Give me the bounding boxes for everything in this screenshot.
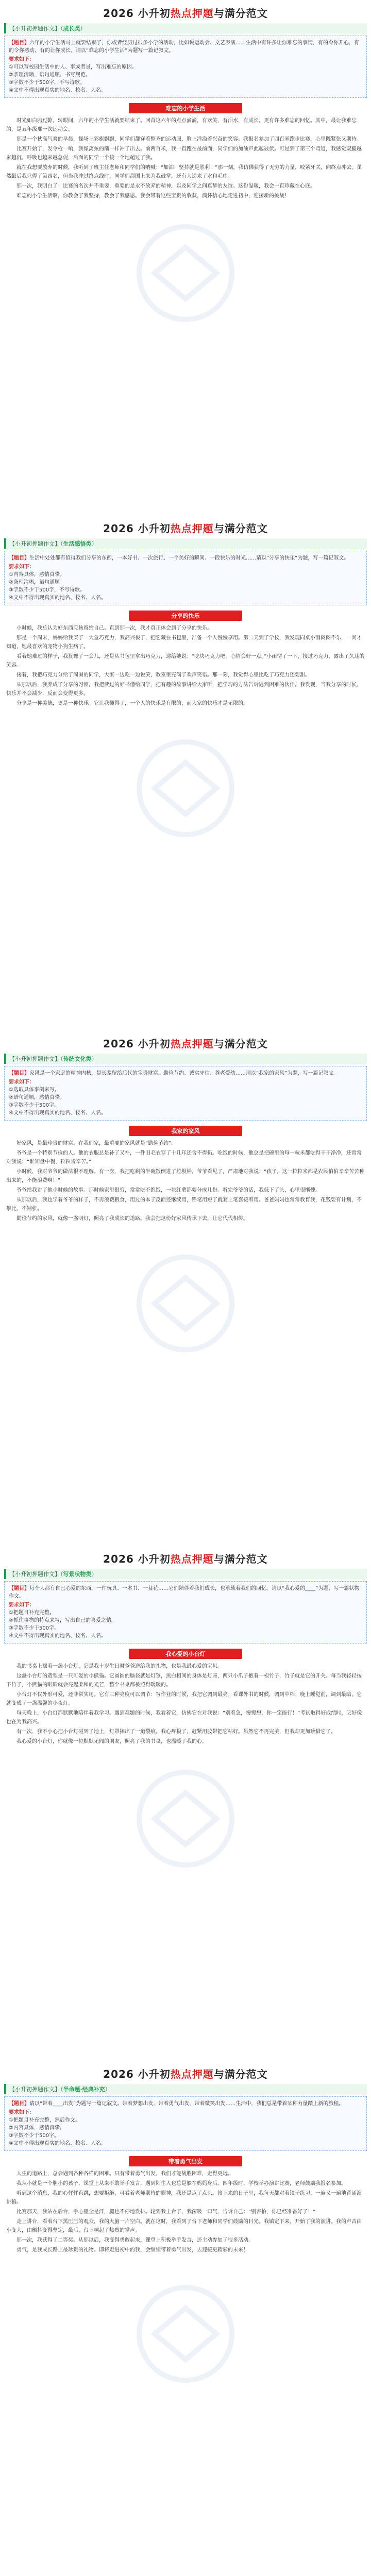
strip-label: 小升初押题作文: [15, 540, 55, 547]
strip-category: 传统文化类: [63, 1056, 92, 1062]
title-hot: 热点押题: [170, 2068, 214, 2080]
watermark-logo: [113, 216, 258, 330]
title-hot: 热点押题: [170, 1038, 214, 1050]
req-line: ①内容具体，感情真挚。: [9, 572, 65, 578]
essay-section: [0, 2061, 371, 2256]
prompt-tag: 【题目】: [9, 1586, 29, 1591]
essay-paragraph: 这盏小台灯的造型是一只可爱的小熊猫。它圆圆的脑袋就是灯罩，黑白相间的身体是灯座，两只小爪子抱着一根竹子，竹子就是它的开关。每当我轻轻按下竹子，小熊猫的眼睛就会亮起柔和的光芒，整个书桌都被照得暖暖的。: [6, 1673, 362, 1688]
title-suffix: 与满分范文: [213, 7, 268, 20]
watermark-logo: [113, 732, 258, 845]
essay-section: [0, 1546, 371, 1747]
prompt-tag: 【题目】: [9, 1071, 29, 1076]
category-strip: 【小升初押题作文】（半命题·经典补充）: [4, 2084, 367, 2094]
essay-paragraph: 我从小就是一个胆小的孩子，课堂上从来不敢举手发言，遇到陌生人也总是躲在妈妈身后。四年级时，学校举办演讲比赛，老师鼓励我报名参加。: [16, 2181, 346, 2187]
prompt-tag: 【题目】: [9, 555, 29, 561]
essay-paragraph: 爷爷给我讲了他小时候的故事。那时候家里很穷，常常吃不饱饭，一块红薯都要分成几份。听完爷爷的话，我低下了头，心里很惭愧。: [16, 1188, 321, 1193]
essay-body: [6, 1139, 365, 1223]
essay-paragraph: 人生的道路上，总会遇到各种各样的困难。只有带着勇气出发，我们才能战胜困难，走得更远。: [16, 2171, 233, 2177]
prompt-tag: 【题目】: [9, 40, 29, 46]
essay-section: [0, 1030, 371, 1224]
prompt-text: 六年的小学生活马上就要结束了，你或者经历过很多小学的活动，比如说运动会、文艺表演……生活中有许多让你难忘的事情，有的令你开心，有的令你感动，有的让你成长。请以“难忘的小学生活”为题写一篇记叙文。: [9, 40, 359, 54]
req-line: ③字数不少于500字。: [9, 1625, 60, 1631]
req-line: ②抓住事物的特点来写，写出自己的喜爱之情。: [9, 1618, 116, 1623]
essay-paragraph: 看着她难过的样子，我犹豫了一会儿，还是从书包里拿出巧克力，递给她说：“吃块巧克力吧，心情会好一点。”小雨愣了一下，接过巧克力，露出了久违的笑容。: [6, 654, 365, 668]
watermark-logo: [113, 1247, 258, 1360]
essay-paragraph: 我心爱的小台灯，你就像一位默默无闻的朋友，照亮了我的书桌，也温暖了我的心。: [16, 1739, 207, 1744]
essay-title: 我家的家风: [129, 1126, 242, 1136]
essay-body: [6, 1662, 365, 1746]
watermark-logo: [113, 1762, 258, 1875]
title-suffix: 与满分范文: [213, 1553, 268, 1565]
title-hot: 热点押题: [170, 7, 214, 20]
title-prefix: 2026 小升初: [103, 1553, 171, 1565]
section-title: [0, 1036, 371, 1050]
req-label: 要求如下：: [9, 2110, 35, 2115]
strip-label: 小升初押题作文: [15, 1056, 55, 1062]
strip-category: 写景状物类: [63, 1571, 92, 1578]
title-prefix: 2026 小升初: [103, 522, 171, 535]
strip-category: 半命题·经典补充: [63, 2086, 105, 2093]
strip-label: 小升初押题作文: [15, 25, 55, 32]
title-prefix: 2026 小升初: [103, 2068, 171, 2080]
essay-paragraph: 时光如白驹过隙，转眼间，六年的小学生活就要结束了。回首这六年的点点滴滴，有欢笑，有泪水，有成长，更有许多难忘的回忆。其中，最让我难忘的，是五年级那一次运动会。: [6, 118, 357, 132]
title-prefix: 2026 小升初: [103, 7, 171, 20]
essay-paragraph: 小时候，我对爷爷的做法很不理解。有一次，我把吃剩的半碗饭倒进了垃圾桶，爷爷看见了，严肃地对我说：“孩子，这一粒粒米都是农民伯伯辛辛苦苦种出来的，不能浪费啊！”: [6, 1169, 365, 1183]
essay-paragraph: 勤俭节约的家风，就像一盏明灯，照亮了我成长的道路。我会把这份好家风传承下去，让它代代相传。: [16, 1216, 248, 1222]
req-line: ③字数不少于500字，不写诗歌。: [9, 80, 86, 86]
category-strip: 【小升初押题作文】（传统文化类）: [4, 1054, 367, 1064]
prompt-text: 每个人都有自己心爱的东西，一件玩具、一本书、一盆花……它们陪伴着我们成长，也承载着我们的回忆。请以“我心爱的____”为题，写一篇状物作文。: [9, 1586, 360, 1599]
essay-title: 带着勇气出发: [129, 2156, 242, 2166]
req-label: 要求如下：: [9, 1602, 35, 1608]
prompt-box: [4, 1066, 367, 1121]
essay-paragraph: 好家风，是最珍贵的财富。在我们家，最重要的家风就是“勤俭节约”。: [16, 1141, 177, 1146]
req-line: ④文中不得出现真实的地名、校名、人名。: [9, 1110, 106, 1116]
req-line: ①把题目补充完整。: [9, 1610, 55, 1616]
strip-category: 生活感悟类: [63, 540, 92, 547]
section-title: [0, 520, 371, 535]
strip-label: 小升初押题作文: [15, 2086, 55, 2093]
essay-paragraph: 接着，我把巧克力分给了周围的同学，大家一边吃一边说笑，教室里充满了欢声笑语。那一刻，我觉得心里比吃了巧克力还要甜。: [16, 672, 310, 678]
essay-paragraph: 从那以后，我也学着爷爷的样子，不再浪费粮食，用过的本子反面还继续用，铅笔用短了就套上笔套接着用。爸爸妈妈也常常教育我，花钱要有计划，不攀比，不铺张。: [6, 1197, 362, 1212]
essay-section: [0, 0, 371, 201]
req-line: ②内容具体，感情真挚。: [9, 2125, 65, 2131]
req-label: 要求如下：: [9, 564, 35, 570]
req-line: ③字数不少于500字。: [9, 2133, 60, 2139]
req-line: ①选取具体事例来写。: [9, 1087, 60, 1093]
category-strip: 【小升初押题作文】（写景状物类）: [4, 1569, 367, 1579]
essay-paragraph: 那一次，我获得了二等奖。从那以后，我变得勇敢起来，课堂上积极举手发言，还主动参加了很多活动。: [16, 2238, 254, 2243]
essay-paragraph: 那是一个周末，妈妈给我买了一大盒巧克力，我高兴极了，把它藏在书包里，准备一个人慢慢享用。第二天到了学校，我发现同桌小雨闷闷不乐，一问才知道，她最喜欢的宠物小狗生病了。: [6, 635, 362, 650]
essay-paragraph: 小台灯不仅外形可爱，还非常实用。它有三种亮度可以调节：写作业的时候，我把它调到最亮；看课外书的时候，调到中档；晚上睡觉前，调到最暗，它就变成了一盏温馨的小夜灯。: [6, 1692, 362, 1706]
req-line: ④文中不得出现真实的地名、校名、人名。: [9, 595, 106, 601]
req-line: ③字数不少于500字。: [9, 1103, 60, 1108]
essay-paragraph: 爷爷是一个特别节俭的人。他的衣服总是补了又补，一件旧毛衣穿了十几年还舍不得扔。吃饭的时候，他总是把碗里的每一粒米都吃得干干净净，还常常对我说：“谁知盘中餐，粒粒皆辛苦。”: [6, 1150, 362, 1165]
section-title: [0, 5, 371, 20]
prompt-text: 请以“带着____出发”为题写一篇记叙文。带着梦想出发，带着勇气出发，带着微笑出发……生活中，我们总是带着某种力量踏上新的旅程。: [29, 2101, 344, 2107]
essay-body: [6, 2170, 365, 2255]
title-hot: 热点押题: [170, 1553, 214, 1565]
section-title: [0, 1551, 371, 1566]
watermark-logo: [113, 2277, 258, 2391]
essay-paragraph: 听到这个消息，我的心怦怦直跳，想要拒绝，可看着老师期待的眼神，我还是点了点头。接下来的日子里，我每天都对着镜子练习，一遍又一遍地背诵演讲稿。: [6, 2191, 362, 2205]
req-line: ④文中不得出现真实的地名、校名、人名。: [9, 1633, 106, 1639]
req-line: ②条理清晰，语句通顺，书写规范。: [9, 72, 91, 78]
essay-paragraph: 比赛开始了，发令枪一响，我像离弦的箭一样冲了出去。前两百米，我一直跑在最前面，同学们的加油声此起彼伏。可是到了第三个弯道，我感觉双腿越来越沉，呼吸也越来越急促，后面的同学一个接一个地超过了我。: [6, 146, 362, 161]
category-strip: 【小升初押题作文】（成长类）: [4, 23, 367, 33]
req-line: ③字数不少于500字，不写诗歌。: [9, 587, 86, 593]
prompt-box: [4, 2096, 367, 2151]
prompt-box: [4, 1581, 367, 1643]
essay-paragraph: 走上讲台，看着台下黑压压的观众，我的大脑一片空白。就在这时，我看到了台下老师和同学们鼓励的目光。我镇定下来，开始了我的演讲。我的声音由小变大，由颤抖变得坚定，最后，台下响起了热烈的掌声。: [6, 2219, 362, 2233]
essay-title: 难忘的小学生活: [129, 103, 242, 113]
req-label: 要求如下：: [9, 57, 35, 62]
essay-paragraph: 从那以后，我养成了分享的习惯。我把读过的好书借给同学，把有趣的故事讲给大家听，把学习的方法告诉遇到困难的伙伴。我发现，当我分享的时候，快乐并不会减少，反而会变得更多。: [6, 682, 362, 697]
title-suffix: 与满分范文: [213, 1038, 268, 1050]
essay-paragraph: 难忘的小学生活啊，你教会了我坚持，教会了我感恩。我会带着这些宝贵的收获，满怀信心地走进初中，迎接新的挑战！: [16, 193, 290, 199]
essay-paragraph: 那一次，我明白了：比赛的名次并不重要，重要的是永不放弃的精神，以及同学之间真挚的友谊。这份温暖，我会一直珍藏在心底。: [16, 183, 315, 189]
prompt-text: 生活中处处都有值得我们分享的东西，一本好书、一次旅行、一个美好的瞬间、一段快乐的时光……请以“分享的快乐”为题，写一篇记叙文。: [29, 555, 349, 561]
essay-body: [6, 624, 365, 708]
req-line: ④文中不得出现真实的地名、校名、人名。: [9, 2141, 106, 2146]
essay-paragraph: 小时候，我总认为好东西应该留给自己。直到那一次，我才真正体会到了分享的快乐。: [16, 625, 212, 631]
essay-paragraph: 每天晚上，小台灯都默默地陪伴着我学习。遇到难题的时候，我看着它，仿佛它在对我说：“别着急，慢慢想，你一定能行！”考试取得好成绩时，它好像也在为我高兴。: [6, 1710, 362, 1725]
title-prefix: 2026 小升初: [103, 1038, 171, 1050]
essay-title: 我心爱的小台灯: [129, 1649, 242, 1659]
prompt-text: 家风是一个家庭的精神内核，是长辈留给后代的宝贵财富。勤俭节约、诚实守信、尊老爱幼……请以“我家的家风”为题，写一篇记叙文。: [29, 1071, 339, 1076]
essay-paragraph: 就在我想要放弃的时候，我听到了班主任老师和同学们的呐喊：“加油！坚持就是胜利！”那一刻，我仿佛获得了无穷的力量，咬紧牙关，向终点冲去。虽然最后我只得了第四名，但当我冲过终点线时，同学们都围上来为我鼓掌，还有人递来了水和毛巾。: [6, 165, 362, 179]
strip-category: 成长类: [63, 25, 80, 32]
essay-paragraph: 有一次，我不小心把小台灯碰到了地上，灯罩摔出了一道裂痕。我心疼极了，赶紧用胶带把它粘好。虽然它不再完美，但我却更加珍惜它了。: [16, 1729, 336, 1735]
essay-paragraph: 那是一个秋高气爽的早晨，操场上彩旗飘飘，同学们都穿着整齐的运动服，脸上洋溢着兴奋的笑容。我报名参加了四百米跑步比赛，心里既紧张又期待。: [16, 137, 362, 142]
req-line: ②条理清晰，语句通顺。: [9, 580, 65, 585]
req-label: 要求如下：: [9, 1079, 35, 1085]
prompt-box: [4, 36, 367, 98]
prompt-tag: 【题目】: [9, 2101, 29, 2107]
req-line: ①可以写校园生活中的人、事或者景，写出难忘的原因。: [9, 64, 137, 70]
req-line: ②语句通顺，感情真挚。: [9, 1095, 65, 1100]
essay-paragraph: 我的书桌上摆着一盏小台灯，它是我十岁生日时爸爸送给我的礼物，也是我最心爱的宝贝。: [16, 1664, 223, 1669]
title-suffix: 与满分范文: [213, 2068, 268, 2080]
title-hot: 热点押题: [170, 522, 214, 535]
prompt-box: [4, 551, 367, 605]
title-suffix: 与满分范文: [213, 522, 268, 535]
essay-section: [0, 515, 371, 709]
essay-paragraph: 分享是一种美德，更是一种快乐。它让我懂得了，一个人的快乐是有限的，而大家的快乐才是无限的。: [16, 701, 248, 706]
category-strip: 【小升初押题作文】（生活感悟类）: [4, 538, 367, 549]
strip-label: 小升初押题作文: [15, 1571, 55, 1578]
essay-title: 分享的快乐: [129, 611, 242, 621]
essay-paragraph: 比赛那天，我站在后台，手心里全是汗，腿也不停地发抖。轮到我上台了，我深吸一口气，告诉自己：“别害怕，你已经准备好了！”: [16, 2209, 316, 2215]
req-line: ④文中不得出现真实的地名、校名、人名。: [9, 88, 106, 93]
req-line: ①把题目补充完整，然后作文。: [9, 2117, 80, 2123]
essay-body: [6, 116, 365, 200]
essay-paragraph: 勇气，是我成长路上最珍贵的礼物。即将走进初中的我，会继续带着勇气出发，去迎接更精彩的未来！: [16, 2247, 248, 2253]
section-title: [0, 2066, 371, 2081]
